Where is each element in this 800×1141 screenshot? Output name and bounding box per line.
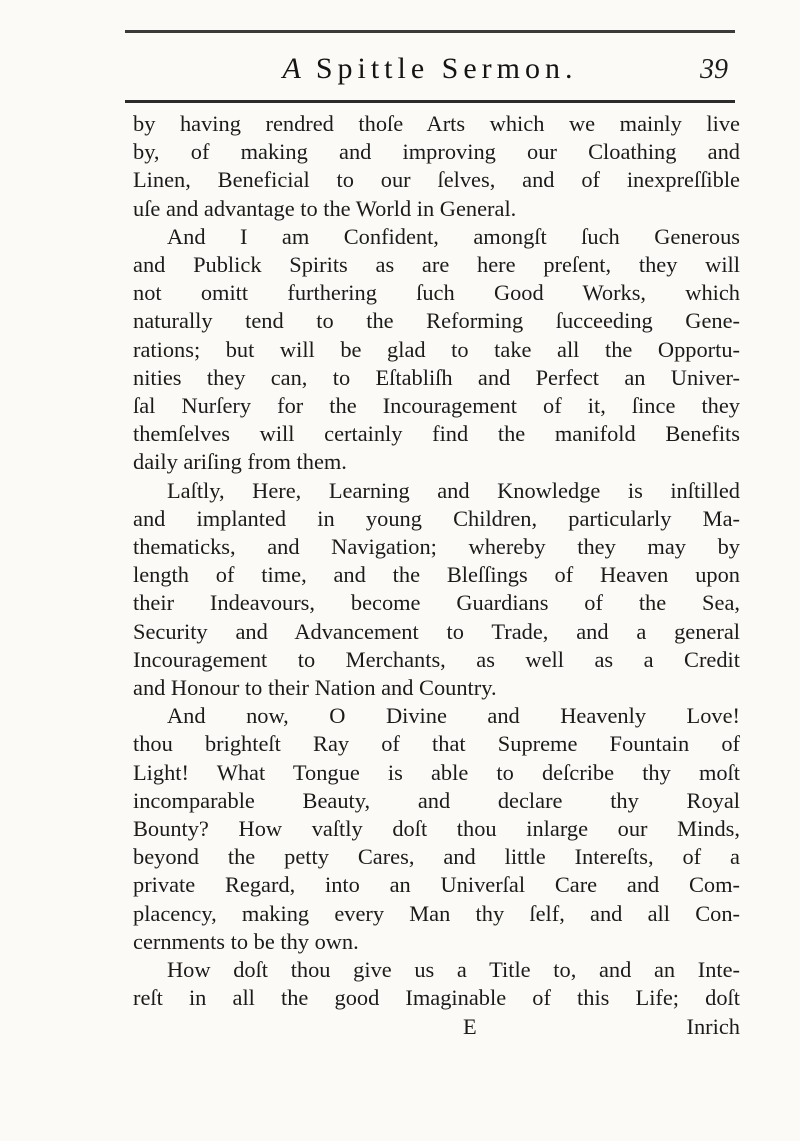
text-line: Linen, Beneficial to our ſelves, and of inexpreſſible [133, 167, 740, 193]
running-header [130, 52, 730, 102]
text-line: placency, making every Man thy ſelf, and all Con- [133, 900, 740, 926]
text-line: nities they can, to Eſtabliſh and Perfect an Univer- [133, 364, 740, 390]
text-line: incomparable Beauty, and declare thy Royal [133, 787, 740, 813]
text-line: length of time, and the Bleſſings of Heaven upon [133, 562, 740, 588]
text-line: ſal Nurſery for the Incouragement of it, ſince they [133, 393, 740, 419]
text-line: private Regard, into an Univerſal Care and Com- [133, 872, 740, 898]
text-line: and implanted in young Children, particularly Ma- [133, 505, 740, 531]
text-line: How doſt thou give us a Title to, and an Inte- [167, 957, 740, 983]
text-line: by, of making and improving our Cloathing and [133, 139, 740, 165]
text-line: beyond the petty Cares, and little Intereſts, of a [133, 844, 740, 870]
text-line: And I am Confident, amongſt ſuch Generous [167, 223, 740, 249]
running-title [130, 52, 730, 86]
text-line: and Publick Spirits as are here preſent, they will [133, 252, 740, 278]
text-line: Security and Advancement to Trade, and a general [133, 618, 740, 644]
top-border-rule [125, 30, 735, 33]
text-line: not omitt furthering ſuch Good Works, which [133, 280, 740, 306]
text-line: uſe and advantage to the World in General. [133, 195, 517, 221]
text-line: by having rendred thoſe Arts which we mainly live [133, 111, 740, 136]
text-line: Laſtly, Here, Learning and Knowledge is inſtilled [167, 477, 740, 503]
text-lines [133, 110, 740, 1013]
text-line: their Indeavours, become Guardians of the Sea, [133, 590, 740, 616]
text-line: Bounty? How vaſtly doſt thou inlarge our Minds, [133, 816, 740, 842]
signature-mark: E [463, 1013, 477, 1039]
text-line: cernments to be thy own. [133, 928, 359, 954]
running-title-initial: A [282, 52, 306, 85]
text-line: themſelves will certainly find the manifold Benefits [133, 421, 740, 447]
text-line: thematicks, and Navigation; whereby they may by [133, 534, 740, 560]
text-line: thou brighteſt Ray of that Supreme Fountain of [133, 731, 740, 757]
text-line: and Honour to their Nation and Country. [133, 675, 497, 701]
catch-line [133, 1013, 740, 1041]
text-line: daily ariſing from them. [133, 449, 347, 475]
page-number: 39 [700, 54, 728, 85]
body-text [133, 110, 740, 1041]
text-line: And now, O Divine and Heavenly Love! [167, 703, 740, 729]
text-line: Incouragement to Merchants, as well as a Credit [133, 646, 740, 672]
text-line: reſt in all the good Imaginable of this Life; doſt [133, 985, 740, 1011]
text-line: Light! What Tongue is able to deſcribe thy moſt [133, 759, 740, 785]
text-line: naturally tend to the Reforming ſucceeding Gene- [133, 308, 740, 334]
catchword: Inrich [686, 1013, 740, 1039]
running-title-text: Spittle Sermon. [315, 52, 578, 85]
text-line: rations; but will be glad to take all the Opportu- [133, 336, 740, 362]
header-rule [125, 100, 735, 103]
